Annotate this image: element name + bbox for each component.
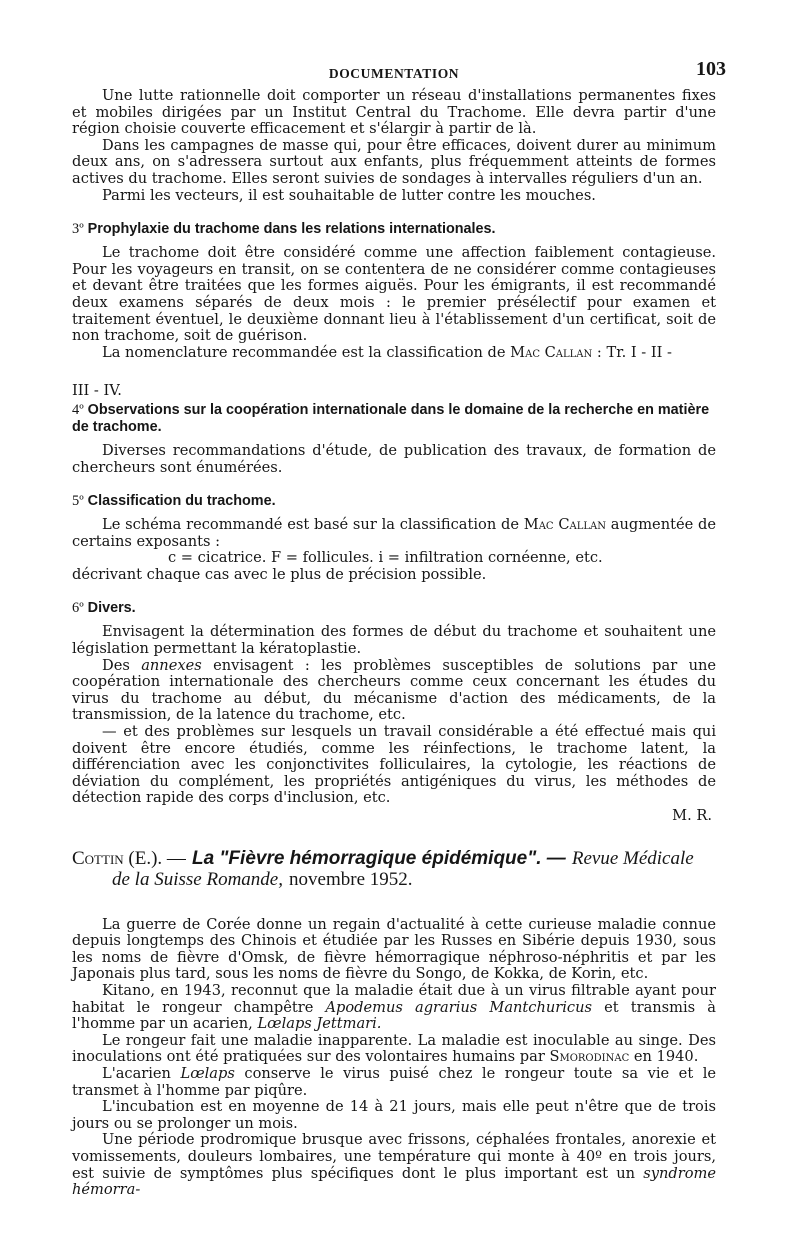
mac-callan-name: Mac Callan bbox=[510, 343, 593, 361]
signature: M. R. bbox=[672, 807, 712, 824]
loelaps-name: Lœlaps Jettmari. bbox=[257, 1015, 382, 1033]
section-4-heading bbox=[72, 402, 716, 436]
section-6-number: 6º bbox=[72, 600, 84, 617]
review-date: novembre 1952. bbox=[289, 868, 413, 890]
b2-text-b: et transmis à l'homme par un acarien, bbox=[72, 998, 717, 1033]
review-journal: Revue Médicale de la Suisse Romande, bbox=[112, 847, 694, 890]
intro-paragraph-1: Une lutte rationnelle doit comporter un réseau d'installations permanentes fixes et mobiles dirigées par un Institut Central du Trachome. Elle devra partir d'une région choisie couverte efficacement et s'élargir à partir de là. bbox=[72, 87, 716, 138]
section-3-continuation: III - IV. bbox=[72, 382, 122, 400]
section-5-paragraph-1 bbox=[72, 517, 716, 550]
section-5-number: 5º bbox=[72, 493, 84, 510]
loelaps-name-2: Lœlaps bbox=[180, 1064, 235, 1082]
page-header bbox=[72, 58, 726, 88]
section-3-number: 3º bbox=[72, 221, 84, 238]
section-6-heading bbox=[72, 600, 716, 617]
s5-text-b: augmentée de certains exposants : bbox=[72, 516, 716, 550]
s3-text-b: : Tr. I - II - bbox=[596, 343, 672, 361]
body-paragraph-6 bbox=[72, 1132, 716, 1198]
syndrome-term: syndrome hémorra- bbox=[72, 1164, 717, 1199]
b6-text-a: Une période prodromique brusque avec frissons, céphalées frontales, anorexie et vomissements, douleurs lombaires, une température qui monte à 40º en trois jours, est suivie de symptômes plus spécifiques dont le plus important est un bbox=[72, 1131, 716, 1182]
b4-text-b: conserve le virus puisé chez le rongeur toute sa vie et le transmet à l'homme par piqûre. bbox=[72, 1064, 717, 1099]
s6-text-a: Des bbox=[102, 656, 130, 674]
section-5-title: Classification du trachome. bbox=[87, 493, 276, 510]
intro-paragraph-3: Parmi les vecteurs, il est souhaitable de lutter contre les mouches. bbox=[102, 186, 596, 204]
section-6-paragraph-1: Envisagent la détermination des formes de début du trachome et souhaitent une législation permettant la kératoplastie. bbox=[72, 623, 716, 658]
document-page bbox=[72, 58, 726, 1199]
review-heading bbox=[72, 848, 716, 890]
section-3-paragraph-2 bbox=[72, 345, 716, 362]
apodemus-name: Apodemus agrarius Mantchuricus bbox=[325, 998, 592, 1016]
body-paragraph-1: La guerre de Corée donne un regain d'actualité à cette curieuse maladie connue depuis longtemps des Chinois et étudiée par les Russes en Sibérie depuis 1930, sous les noms de fièvre d'Omsk, de fièvre hémorragique néphroso-néphritis et par les Japonais plus tard, sous les noms de fièvre du Songo, de Kokka, de Korin, etc. bbox=[72, 915, 716, 983]
s3-text-a: La nomenclature recommandée est la classification de bbox=[102, 343, 506, 361]
section-4-paragraph-1: Diverses recommandations d'étude, de publication des travaux, de formation de chercheurs sont énumérées. bbox=[72, 441, 716, 476]
section-4-title: Observations sur la coopération internationale dans le domaine de la recherche en matière de trachome. bbox=[72, 401, 710, 435]
section-6-title: Divers. bbox=[87, 600, 136, 617]
body-paragraph-3 bbox=[72, 1033, 716, 1066]
section-3-title: Prophylaxie du trachome dans les relations internationales. bbox=[87, 221, 496, 238]
mac-callan-name-2: Mac Callan bbox=[523, 516, 606, 534]
review-title: La "Fièvre hémorragique épidémique". — bbox=[191, 847, 566, 869]
annexes-word: annexes bbox=[141, 656, 202, 674]
body-paragraph-4 bbox=[72, 1066, 716, 1099]
b3-text-a: Le rongeur fait une maladie inapparente. La maladie est inoculable au singe. Des inoculations ont été pratiquées sur des volontaires humains par bbox=[72, 1031, 716, 1066]
intro-paragraph-2: Dans les campagnes de masse qui, pour être efficaces, doivent durer au minimum deux ans, on s'adressera surtout aux enfants, plus fréquemment atteints de formes actives du trachome. Elles seront suivies de sondages à intervalles réguliers d'un an. bbox=[72, 136, 716, 187]
section-6-paragraph-3: — et des problèmes sur lesquels un travail considérable a été effectué mais qui doivent être encore étudiés, comme les réinfections, le trachome latent, la différenciation avec les conjonctivites folliculaires, la cytologie, les réactions de déviation du complément, les propriétés antigéniques du virus, les méthodes de détection rapide des corps d'inclusion, etc. bbox=[72, 723, 716, 807]
smorodinac-name: Smorodinac bbox=[549, 1048, 630, 1066]
section-3-heading bbox=[72, 221, 716, 238]
running-title: DOCUMENTATION bbox=[328, 66, 460, 81]
section-3-paragraph-1: Le trachome doit être considéré comme une affection faiblement contagieuse. Pour les voyageurs en transit, on se contentera de ne considérer comme contagieuses et devant être traitées que les formes aiguës. Pour les émigrants, il est recommandé deux examens séparés de deux mois : le premier présélectif pour examen et traitement éventuel, le deuxième donnant lieu à l'établissement d'un certificat, soit de non trachome, soit de guérison. bbox=[72, 244, 716, 345]
s5-text-a: Le schéma recommandé est basé sur la classification de bbox=[102, 516, 519, 534]
b4-text-a: L'acarien bbox=[102, 1064, 171, 1082]
body-paragraph-5: L'incubation est en moyenne de 14 à 21 jours, mais elle peut n'être que de trois jours ou se prolonger un mois. bbox=[72, 1098, 716, 1132]
section-4-number: 4º bbox=[72, 401, 84, 418]
section-5-paragraph-2: décrivant chaque cas avec le plus de précision possible. bbox=[72, 565, 487, 583]
b3-text-b: en 1940. bbox=[633, 1048, 699, 1066]
section-6-paragraph-2 bbox=[72, 658, 716, 724]
review-author: Cottin (E.). — bbox=[72, 847, 186, 869]
section-5-formula: c = cicatrice. F = follicules. i = infiltration cornéenne, etc. bbox=[168, 549, 603, 567]
s6-text-b: envisagent : les problèmes susceptibles de solutions par une coopération internationale des chercheurs comme ceux concernant les études du virus du trachome au début, du mécanisme d'action des médicaments, de la transmission, de la latence du trachome, etc. bbox=[72, 656, 717, 724]
section-5-heading bbox=[72, 493, 716, 510]
b2-text-a: Kitano, en 1943, reconnut que la maladie était due à un virus filtrable ayant pour habitat le rongeur champêtre bbox=[72, 981, 716, 1016]
body-paragraph-2 bbox=[72, 983, 716, 1033]
page-number: 103 bbox=[696, 58, 726, 80]
